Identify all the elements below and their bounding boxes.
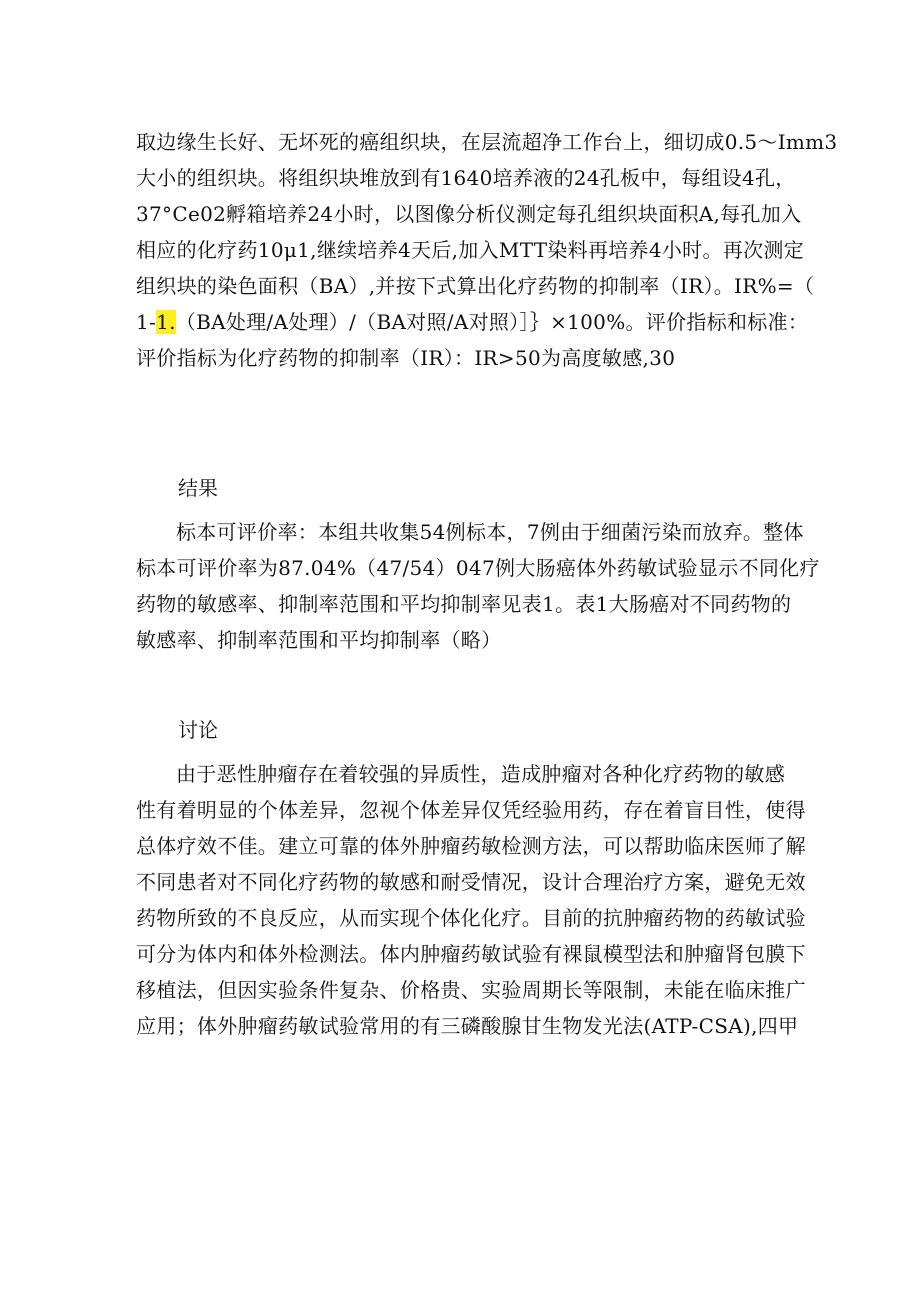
section-heading-results: 结果 (178, 476, 218, 500)
text-line: 移植法，但因实验条件复杂、价格贵、实验周期长等限制，未能在临床推广 (136, 978, 806, 1002)
text-line: 大小的组织块。将组织块堆放到有1640培养液的24孔板中，每组设4孔， (136, 166, 796, 190)
text-line: 由于恶性肿瘤存在着较强的异质性，造成肿瘤对各种化疗药物的敏感 (176, 762, 785, 786)
paragraph-discussion (136, 756, 806, 1044)
text-line: 标本可评价率为87.04%（47/54）047例大肠癌体外药敏试验显示不同化疗 (136, 556, 820, 580)
text-line: 评价指标为化疗药物的抑制率（IR）：IR>50为高度敏感,30 (136, 346, 676, 370)
text-line: 总体疗效不佳。建立可靠的体外肿瘤药敏检测方法，可以帮助临床医师了解 (136, 834, 806, 858)
text-line: 可分为体内和体外检测法。体内肿瘤药敏试验有裸鼠模型法和肿瘤肾包膜下 (136, 942, 806, 966)
text-line-with-highlight (136, 304, 809, 340)
text-fragment: （BA处理/A处理）/（BA对照/A对照）］｝×100%。评价指标和标准： (175, 310, 809, 334)
text-line: 不同患者对不同化疗药物的敏感和耐受情况，设计合理治疗方案，避免无效 (136, 870, 806, 894)
text-line: 敏感率、抑制率范围和平均抑制率（略） (136, 628, 502, 652)
text-line: 相应的化疗药10μ1,继续培养4天后,加入MTT染料再培养4小时。再次测定 (136, 238, 804, 262)
text-line: 组织块的染色面积（BA）,并按下式算出化疗药物的抑制率（IR）。IR%=（ (136, 274, 815, 298)
text-line: 标本可评价率：本组共收集54例标本，7例由于细菌污染而放弃。整体 (176, 520, 804, 544)
text-line: 37°Ce02孵箱培养24小时，以图像分析仪测定每孔组织块面积A,每孔加入 (136, 202, 802, 226)
highlighted-text: 1. (156, 310, 176, 334)
text-fragment: 1- (136, 310, 157, 334)
paragraph-methods (136, 124, 838, 376)
text-line: 药物所致的不良反应，从而实现个体化化疗。目前的抗肿瘤药物的药敏试验 (136, 906, 806, 930)
text-line: 应用；体外肿瘤药敏试验常用的有三磷酸腺甘生物发光法(ATP-CSA),四甲 (136, 1014, 799, 1038)
text-line: 取边缘生长好、无坏死的癌组织块，在层流超净工作台上，细切成0.5～Imm3 (136, 130, 838, 154)
section-heading-discussion: 讨论 (178, 718, 218, 742)
paragraph-results (136, 514, 820, 658)
text-line: 药物的敏感率、抑制率范围和平均抑制率见表1。表1大肠癌对不同药物的 (136, 592, 792, 616)
text-line: 性有着明显的个体差异，忽视个体差异仅凭经验用药，存在着盲目性，使得 (136, 798, 806, 822)
